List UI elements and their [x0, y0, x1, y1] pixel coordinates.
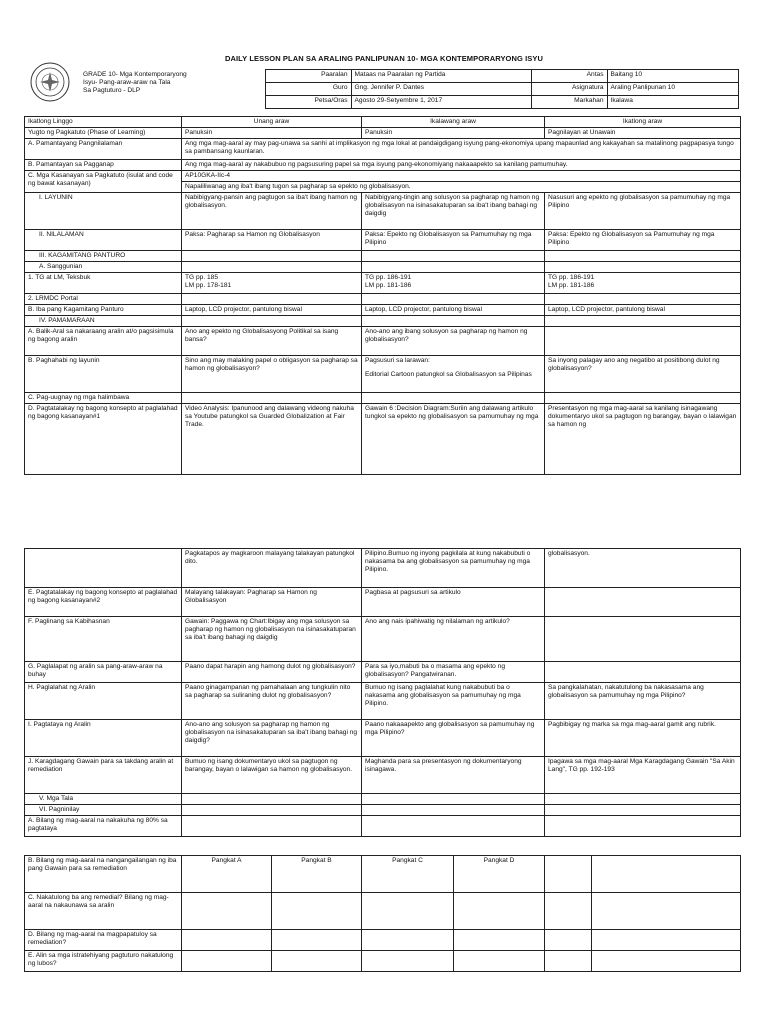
pangkat-c: Pangkat C — [362, 856, 454, 893]
day1-header: Unang araw — [182, 117, 362, 128]
pangkat-b: Pangkat B — [272, 856, 362, 893]
reflection-a: A. Bilang ng mag-aaral na nakakuha ng 80% sa pagtataya — [25, 816, 182, 837]
paglalapat-label: G. Paglalapat ng aralin sa pang-araw-araw na buhay — [25, 662, 182, 683]
tg-label: 1. TG at LM, Teksbuk — [25, 273, 182, 294]
lrmdc-label: 2. LRMDC Portal — [25, 294, 182, 305]
reflection-e: E. Alin sa mga istratehiyang pagtuturo nakatulong ng lubos? — [25, 951, 182, 972]
paaralan-label: Paaralan — [265, 70, 351, 83]
reflection-table — [24, 855, 741, 972]
pagninilay-label: VI. Pagninilay — [25, 805, 182, 816]
lesson-table-top: Ikatlong Linggo Unang araw Ikalawang araw Ikatlong araw Yugto ng Pagkatuto (Phase of Learning) Panuksin Panuksin Pagnilayan at Unawain A. Pamantayang Pangnilalaman Ang mga mag-aaral ay may pag-unawa sa sanhi at implikasyon ng mga lokal at pandaigdigang isyung pang-ekonomiya upang mapaunlad ang kakayahan sa matalinong pagpapasya tungo sa pambansang kaunlaran. B. Pamantayan sa Pagganap Ang mga mag-aaral ay nakabubuo ng pagsusuring papel sa mga isyung pang-ekonomiyang nakaaapekto sa kanilang pamumuhay. C. Mga Kasanayan sa Pagkatuto (isulat and code ng bawat kasanayan) AP10GKA-IIc-4 Napaliliwanag ang iba't ibang tugon sa pagharap sa epekto ng globalisasyon. I. LAYUNIN Nabibigyang-pansin ang pagtugon sa iba't ibang hamon ng globalisasyon. Nabibigyang-tingin ang solusyon sa pagharap ng hamon ng globalisasyon na isinasakatuparan sa iba't ibang bahagi ng daigdig Nasusuri ang epekto ng globalisasyon sa pamumuhay ng mga Pilipino II. NILALAMAN Paksa: Pagharap sa Hamon ng Globalisasyon Paksa: Epekto ng Globalisasyon sa Pamumuhay ng mga Pilipino Paksa: Epekto ng Globalisasyon sa Pamumuhay ng mga Pilipino III. KAGAMITANG PANTURO A. Sanggunian 1. TG at LM, Teksbuk TG pp. 185 LM pp. 178-181 TG pp. 186-191 LM pp. 181-186 TG pp. 186-191 LM pp. 181-186 2. LRMDC Portal B. Iba pang Kagamitang Panturo Laptop, LCD projector, pantulong biswal Laptop, LCD projector, pantulong biswal Laptop, LCD projector, pantulong biswal IV. PAMAMARAAN A. Balik-Aral sa nakaraang aralin at/o pagsisimula ng bagong aralin Ano ang epekto ng Globalisasyong Politikal sa isang bansa? Ano-ano ang ibang solusyon sa pagharap ng hamon ng globalisasyon? B. Paghahabi ng layunin Sino ang may malaking papel o obligasyon sa pagharap sa hamon ng globalisasyon? Pagsusuri sa larawan: Editorial Cartoon patungkol sa Globalisasyon sa Pilipinas Sa inyong palagay ano ang negatibo at positibong dulot ng globalisasyon? C. Pag-uugnay ng mga halimbawa D. Pagtatalakay ng bagong konsepto at paglalahad ng bagong kasanayan#1 Video Analysis: Ipanunood ang dalawang videong nakuha sa Youtube patungkol sa Guarded Globalization at Fair Trade. Gawain 6 :Decision Diagram:Suriin ang dalawang artikulo tungkol sa epekto ng globalisasyon sa pamumuhay ng mga Presentasyon ng mga mag-aaral sa kanilang isinagawang dokumentaryo ukol sa pagtugon ng barangay, bayan o lalawigan sa hamon ng — [24, 116, 741, 475]
lesson-table-bottom: Pagkatapos ay magkaroon malayang talakayan patungkol dito. Pilipino.Bumuo ng inyong pagkilala at kung nakabubuti o nakasama ba ang globalisasyon sa pamumuhay ng mga Pilipino. globalisasyon. E. Pagtatalakay ng bagong konsepto at paglalahad ng bagong kasanayan#2 Malayang talakayan: Pagharap sa Hamon ng Globalisasyon Pagbasa at pagsusuri sa artikulo F. Paglinang sa Kabihasnan Gawain: Paggawa ng Chart:Ibigay ang mga solusyon sa pagharap ng hamon ng globalisasyon na isinasakatuparan sa iba't ibang bahagi ng daigdig Ano ang nais ipahiwatig ng nilalaman ng artikulo? G. Paglalapat ng aralin sa pang-araw-araw na buhay Paano dapat harapin ang hamong dulot ng globalisasyon? Para sa iyo,mabuti ba o masama ang epekto ng globalisasyon? Pangatwiranan. H. Paglalahat ng Aralin Paano ginagampanan ng pamahalaan ang tungkulin nito sa pagharap sa suliraning dulot ng globalisasyon? Bumuo ng isang paglalahat kung nakabubuti ba o nakasama ang globalisasyon sa pamumuhay ng mga Pilipino. Sa pangkalahatan, nakatutulong ba nakasasama ang globalisasyon sa pamumuhay ng mga Pilipino? I. Pagtataya ng Aralin Ano-ano ang solusyon sa pagharap ng hamon ng globalisasyon na isinasakatuparan sa iba't ibang bahagi ng daigdig? Paano nakaaapekto ang globalisasyon sa pamumuhay ng mga Pilipino? Pagbibigay ng marka sa mga mag-aaral gamit ang rubrik. J. Karagdagang Gawain para sa takdang aralin at remediation Bumuo ng isang dokumentaryo ukol sa pagtugon ng barangay, bayan o lalawigan sa hamon ng globalisasyon. Maghanda para sa presentasyon ng dokumentaryong isinagawa. Ipagawa sa mga mag-aaral Mga Karagdagang Gawain "Sa Akin Lang", TG pp. 192-193 V. Mga Tala VI. Pagninilay A. Bilang ng mag-aaral na nakakuha ng 80% sa pagtataya — [24, 548, 741, 837]
paaralan-value: Mataas na Paaralan ng Partida — [351, 70, 531, 83]
antas-label: Antas — [531, 70, 607, 83]
markahan-label: Markahan — [531, 96, 607, 109]
day2-header: Ikalawang araw — [362, 117, 545, 128]
pamamaraan-label: IV. PAMAMARAAN — [25, 316, 182, 327]
asignatura-label: Asignatura — [531, 83, 607, 96]
pangkat-d: Pangkat D — [454, 856, 545, 893]
reflection-b: B. Bilang ng mag-aaral na nangangailangan ng iba pang Gawain para sa remediation — [25, 856, 182, 893]
kagamitan-label: III. KAGAMITANG PANTURO — [25, 251, 182, 262]
petsa-label: Petsa/Oras — [265, 96, 351, 109]
nilalaman-label: II. NILALAMAN — [25, 230, 182, 251]
karagdagang-gawain-label: J. Karagdagang Gawain para sa takdang aralin at remediation — [25, 757, 182, 794]
balik-aral-label: A. Balik-Aral sa nakaraang aralin at/o pagsisimula ng bagong aralin — [25, 327, 182, 356]
guro-value: Gng. Jennifer P. Dantes — [351, 83, 531, 96]
petsa-value: Agosto 29-Setyembre 1, 2017 — [351, 96, 531, 109]
layunin-label: I. LAYUNIN — [25, 193, 182, 230]
reflection-d: D. Bilang ng mag-aaral na magpapatuloy sa remediation? — [25, 930, 182, 951]
paghahabi-label: B. Paghahabi ng layunin — [25, 356, 182, 393]
mga-tala-label: V. Mga Tala — [25, 794, 182, 805]
reflection-c: C. Nakatulong ba ang remedial? Bilang ng mag-aaral na nakaunawa sa aralin — [25, 893, 182, 930]
week-cell: Ikatlong Linggo — [25, 117, 182, 128]
kasanayan-label: C. Mga Kasanayan sa Pagkatuto (isulat and code ng bawat kasanayan) — [25, 171, 182, 193]
header-table — [80, 69, 739, 109]
deped-seal-icon — [30, 62, 70, 102]
page-title: DAILY LESSON PLAN SA ARALING PANLIPUNAN 10- MGA KONTEMPORARYONG ISYU — [224, 54, 544, 63]
asignatura-value: Araling Panlipunan 10 — [607, 83, 738, 96]
pamantayan-pagganap-label: B. Pamantayan sa Pagganap — [25, 160, 182, 171]
grade-cell: GRADE 10- Mga Kontemporaryong Isyu- Pang-araw-araw na Tala Sa Pagtuturo - DLP — [80, 70, 265, 109]
paguugnay-label: C. Pag-uugnay ng mga halimbawa — [25, 393, 182, 404]
guro-label: Guro — [265, 83, 351, 96]
pagtatalakay-2-label: E. Pagtatalakay ng bagong konsepto at paglalahad ng bagong kasanayan#2 — [25, 588, 182, 617]
pagtatalakay-1-label: D. Pagtatalakay ng bagong konsepto at paglalahad ng bagong kasanayan#1 — [25, 404, 182, 475]
pangkat-a: Pangkat A — [182, 856, 272, 893]
sanggunian-label: A. Sanggunian — [25, 262, 182, 273]
day3-header: Ikatlong araw — [545, 117, 741, 128]
markahan-value: Ikalawa — [607, 96, 738, 109]
paglalahat-label: H. Paglalahat ng Aralin — [25, 683, 182, 720]
iba-label: B. Iba pang Kagamitang Panturo — [25, 305, 182, 316]
phase-label: Yugto ng Pagkatuto (Phase of Learning) — [25, 128, 182, 139]
paglinang-label: F. Paglinang sa Kabihasnan — [25, 617, 182, 662]
pagtataya-label: I. Pagtataya ng Aralin — [25, 720, 182, 757]
antas-value: Baitang 10 — [607, 70, 738, 83]
pamantayang-pangnilalaman-label: A. Pamantayang Pangnilalaman — [25, 139, 182, 160]
